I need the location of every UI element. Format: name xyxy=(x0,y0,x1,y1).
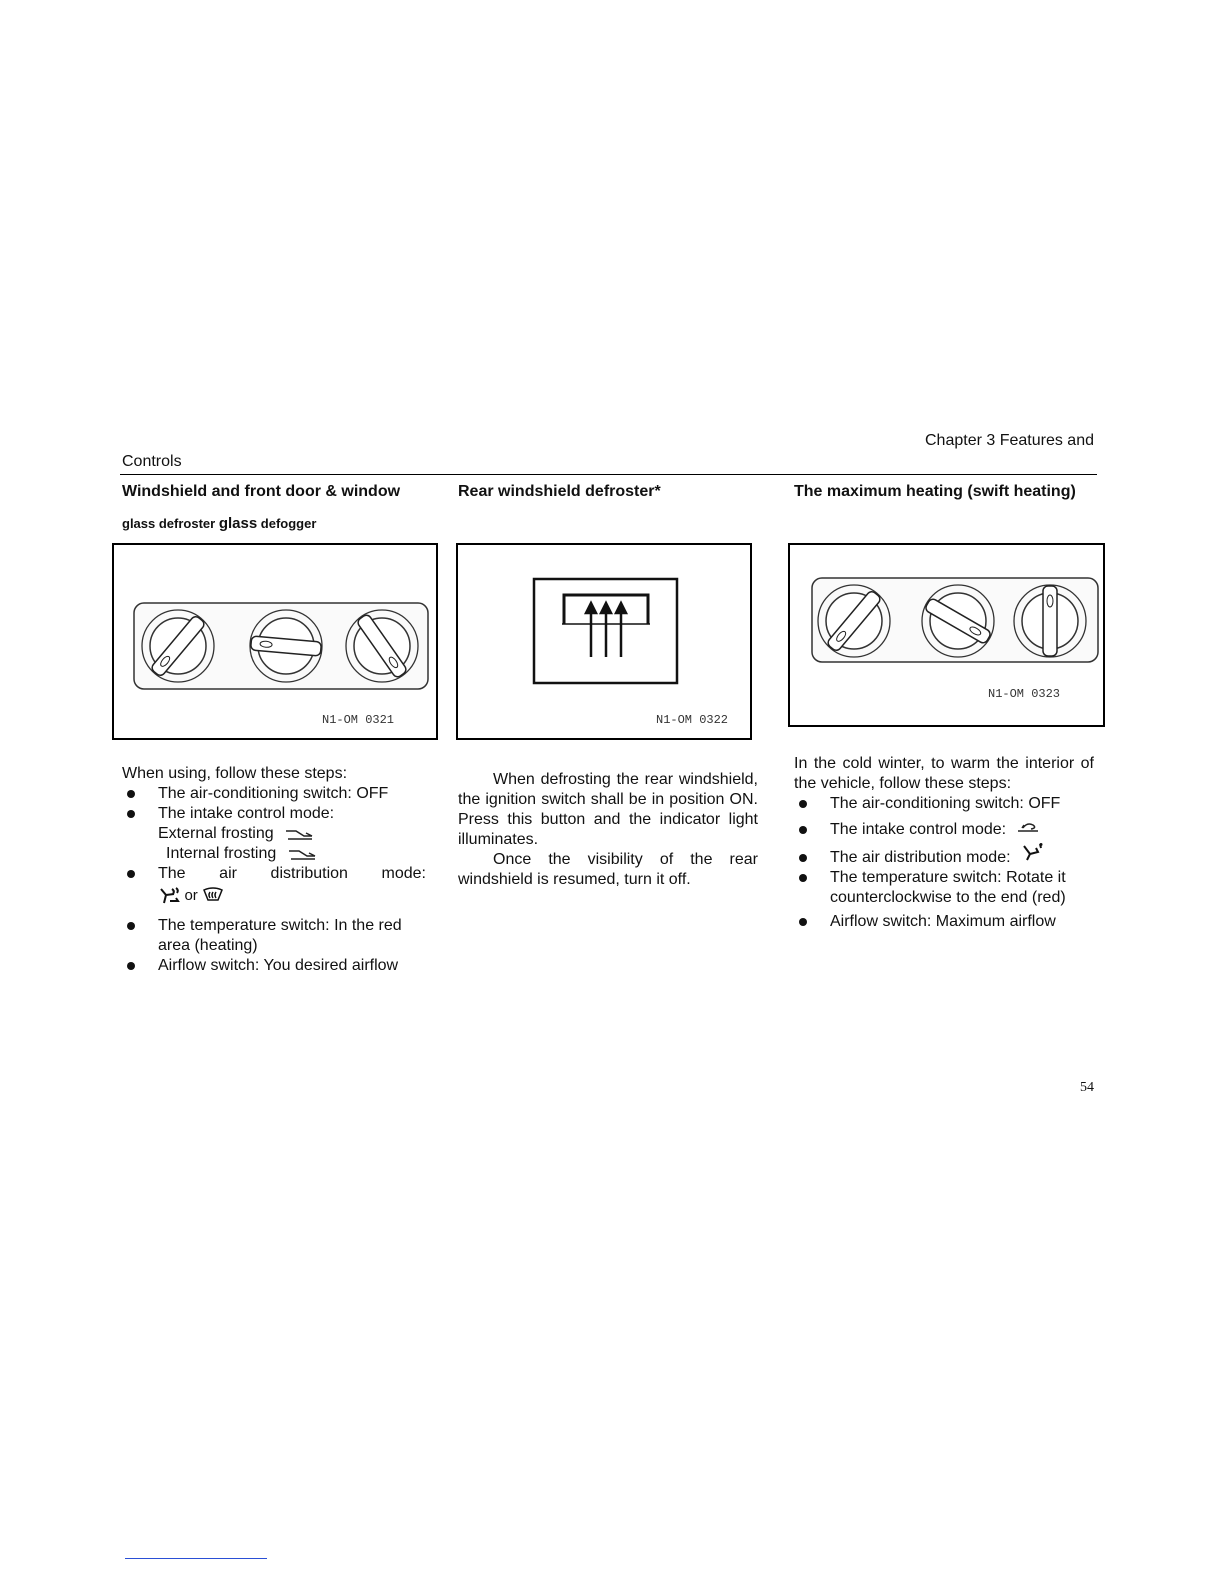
defrost-icon xyxy=(202,886,224,906)
header-rule xyxy=(120,474,1097,475)
climate-panel-illustration-1 xyxy=(114,545,436,738)
col3-body xyxy=(794,754,1094,932)
recirculation-icon xyxy=(1015,820,1041,834)
col2-para1: When defrosting the rear windshield, the ignition switch shall be in position ON. Press this button and the indicator light illuminates. xyxy=(458,771,758,848)
figure-2-code: N1-OM 0322 xyxy=(656,713,729,727)
col1-or: or xyxy=(184,887,198,904)
col1-subtitle-part-b: glass xyxy=(218,515,258,532)
col3-item-distribution: The air distribution mode: xyxy=(830,849,1011,866)
col1-title: Windshield and front door & window xyxy=(122,483,401,500)
col3-item-temperature: The temperature switch: Rotate it counterclockwise to the end (red) xyxy=(794,868,1094,908)
col3-title: The maximum heating (swift heating) xyxy=(794,483,1076,500)
col1-external-frosting-row xyxy=(122,824,426,844)
col3-item-intake-row xyxy=(794,820,1094,840)
col3-item-intake: The intake control mode: xyxy=(830,821,1007,838)
col3-item-ac: The air-conditioning switch: OFF xyxy=(794,794,1094,814)
col2-para2: Once the visibility of the rear windshield is resumed, turn it off. xyxy=(458,851,758,888)
section-header: Controls xyxy=(122,453,182,470)
feet-defrost-icon xyxy=(158,886,180,906)
fresh-air-icon xyxy=(284,827,314,841)
col3-intro: In the cold winter, to warm the interior of the vehicle, follow these steps: xyxy=(794,755,1094,792)
col1-item-distribution: The air distribution mode: xyxy=(122,864,426,884)
footer-link-line xyxy=(125,1558,267,1559)
col1-subtitle-part-a: glass defroster xyxy=(122,516,219,531)
face-feet-icon xyxy=(1021,842,1045,862)
col1-distribution-icons xyxy=(122,886,426,916)
page-number: 54 xyxy=(1080,1080,1094,1095)
col2-title: Rear windshield defroster* xyxy=(458,483,661,500)
col1-intro: When using, follow these steps: xyxy=(122,765,348,782)
col1-item-ac: The air-conditioning switch: OFF xyxy=(122,784,426,804)
col1-body xyxy=(122,764,426,976)
figure-1-climate-panel xyxy=(112,543,438,740)
col3-item-airflow: Airflow switch: Maximum airflow xyxy=(794,912,1094,932)
col1-item-intake: The intake control mode: xyxy=(122,804,426,824)
col1-item-temperature: The temperature switch: In the red area (heating) xyxy=(122,916,426,956)
col1-internal-frosting-row xyxy=(122,844,426,864)
col1-item-airflow: Airflow switch: You desired airflow xyxy=(122,956,426,976)
rear-defroster-illustration xyxy=(458,545,750,738)
chapter-header: Chapter 3 Features and xyxy=(925,432,1094,449)
col3-item-distribution-row xyxy=(794,848,1094,868)
figure-2-defroster-button xyxy=(456,543,752,740)
fresh-air-icon-2 xyxy=(287,847,317,861)
col1-subtitle-part-c: defogger xyxy=(257,516,317,531)
col1-external-frosting: External frosting xyxy=(158,825,274,842)
col1-internal-frosting: Internal frosting xyxy=(166,845,277,862)
figure-3-code: N1-OM 0323 xyxy=(988,687,1061,701)
col1-subtitle xyxy=(122,515,316,532)
figure-3-climate-panel xyxy=(788,543,1105,727)
figure-1-code: N1-OM 0321 xyxy=(322,713,395,727)
